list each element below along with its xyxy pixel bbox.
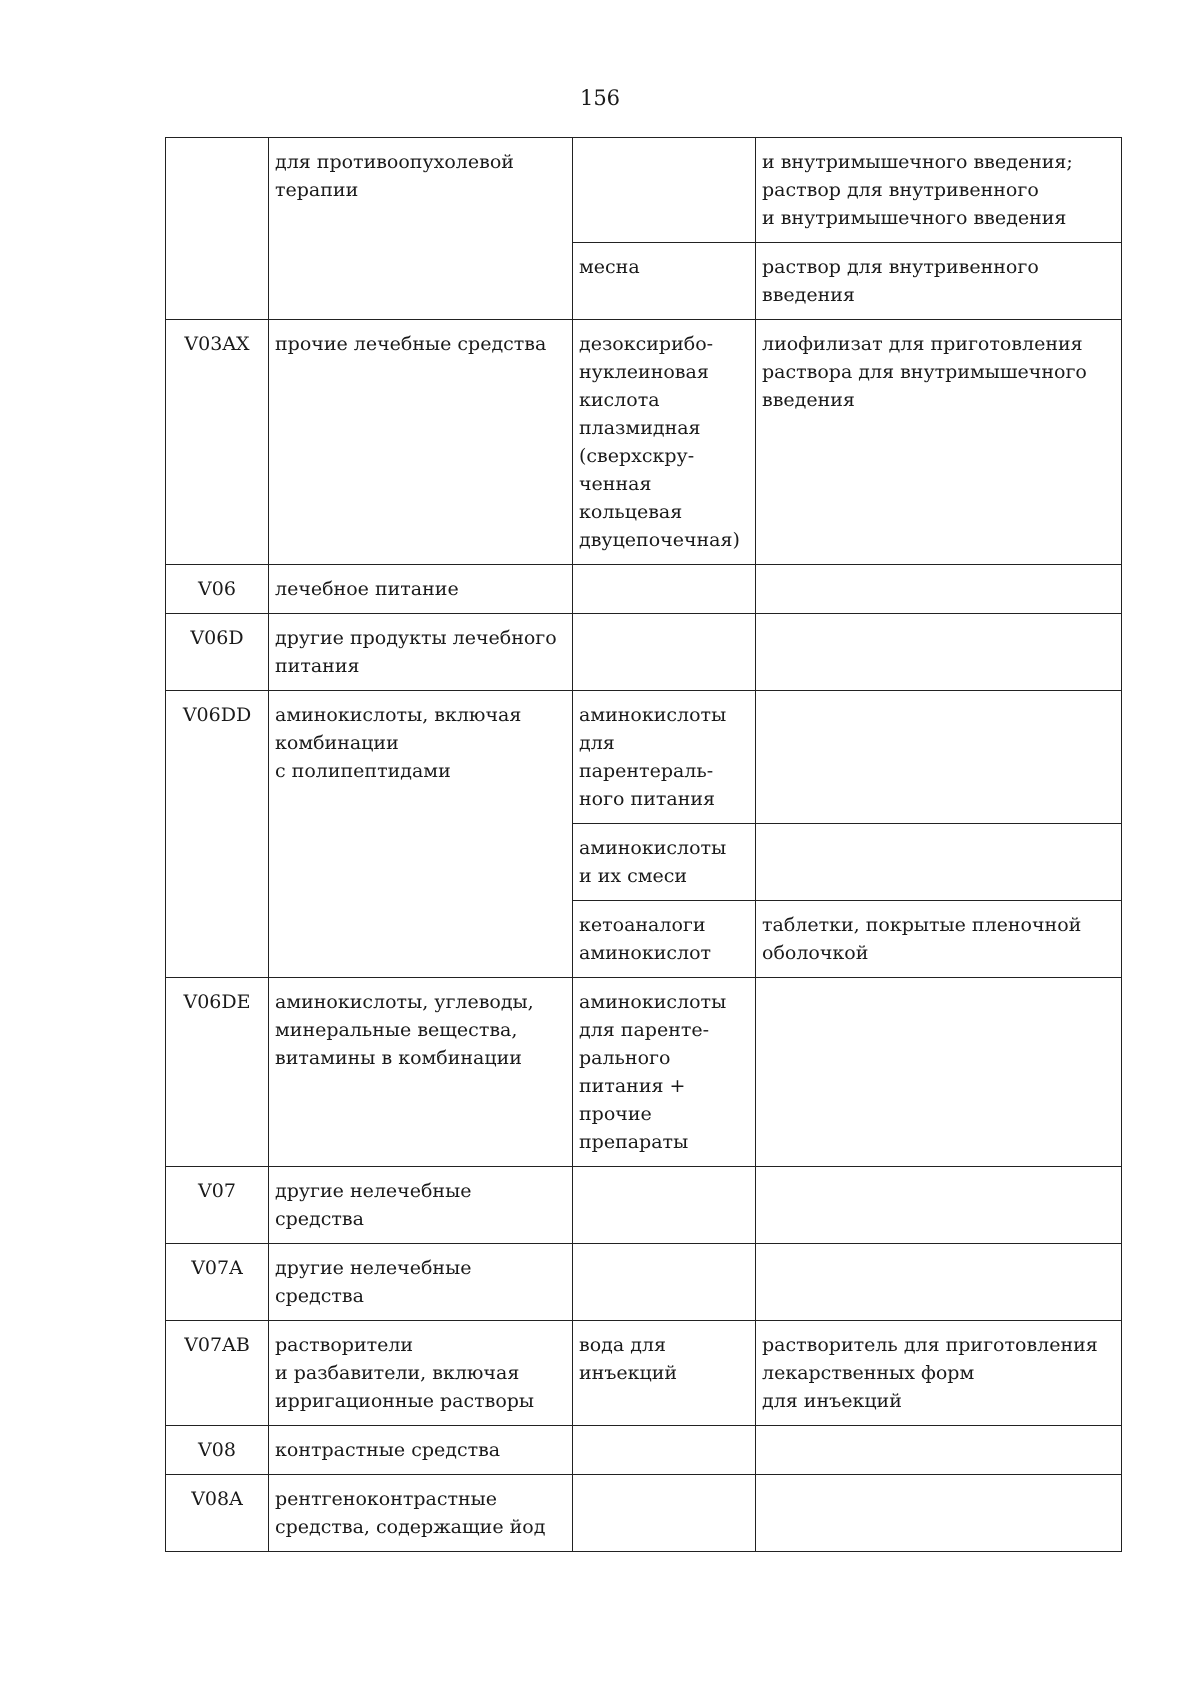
dosage-form-cell — [756, 1244, 1122, 1321]
substance-cell: кетоаналоги аминокислот — [573, 901, 756, 978]
atc-code-cell: V08A — [166, 1475, 269, 1552]
atc-code-cell: V07AB — [166, 1321, 269, 1426]
substance-cell: месна — [573, 243, 756, 320]
table-row — [166, 1426, 1122, 1475]
dosage-form-cell — [756, 565, 1122, 614]
group-name-cell: лечебное питание — [269, 565, 573, 614]
group-name-cell: прочие лечебные средства — [269, 320, 573, 565]
group-name-cell: аминокислоты, углеводы, минеральные вещества, витамины в комбинации — [269, 978, 573, 1167]
dosage-form-cell — [756, 1426, 1122, 1475]
group-name-cell: рентгеноконтрастные средства, содержащие йод — [269, 1475, 573, 1552]
substance-cell — [573, 1167, 756, 1244]
group-name-cell: для противоопухолевой терапии — [269, 138, 573, 320]
group-name-cell: аминокислоты, включая комбинации с полипептидами — [269, 691, 573, 978]
dosage-form-cell: и внутримышечного введения; раствор для внутривенного и внутримышечного введения — [756, 138, 1122, 243]
dosage-form-cell — [756, 691, 1122, 824]
table-row — [166, 614, 1122, 691]
substance-cell — [573, 565, 756, 614]
substance-cell — [573, 1426, 756, 1475]
table-row — [166, 1475, 1122, 1552]
substance-cell — [573, 614, 756, 691]
dosage-form-cell: раствор для внутривенного введения — [756, 243, 1122, 320]
atc-code-cell: V07 — [166, 1167, 269, 1244]
group-name-cell: другие нелечебные средства — [269, 1167, 573, 1244]
substance-cell: вода для инъекций — [573, 1321, 756, 1426]
table-row — [166, 1167, 1122, 1244]
page-number: 156 — [579, 86, 621, 110]
dosage-form-cell — [756, 978, 1122, 1167]
dosage-form-cell: растворитель для приготовления лекарственных форм для инъекций — [756, 1321, 1122, 1426]
atc-code-cell: V06D — [166, 614, 269, 691]
group-name-cell: другие нелечебные средства — [269, 1244, 573, 1321]
table-row — [166, 691, 1122, 824]
substance-cell — [573, 1244, 756, 1321]
table-row — [166, 978, 1122, 1167]
drug-table — [165, 137, 1122, 1552]
dosage-form-cell — [756, 614, 1122, 691]
substance-cell — [573, 1475, 756, 1552]
substance-cell: аминокислоты для паренте- рального питания + прочие препараты — [573, 978, 756, 1167]
table-row — [166, 565, 1122, 614]
table-row — [166, 1244, 1122, 1321]
dosage-form-cell: лиофилизат для приготовления раствора для внутримышечного введения — [756, 320, 1122, 565]
dosage-form-cell — [756, 1167, 1122, 1244]
atc-code-cell — [166, 138, 269, 320]
dosage-form-cell: таблетки, покрытые пленочной оболочкой — [756, 901, 1122, 978]
table-row — [166, 1321, 1122, 1426]
atc-code-cell: V08 — [166, 1426, 269, 1475]
table-row — [166, 320, 1122, 565]
dosage-form-cell — [756, 824, 1122, 901]
group-name-cell: другие продукты лечебного питания — [269, 614, 573, 691]
group-name-cell: контрастные средства — [269, 1426, 573, 1475]
substance-cell — [573, 138, 756, 243]
group-name-cell: растворители и разбавители, включая ирригационные растворы — [269, 1321, 573, 1426]
substance-cell: дезоксирибо- нуклеиновая кислота плазмидная (сверхскру- ченная кольцевая двуцепочечная) — [573, 320, 756, 565]
table-row — [166, 138, 1122, 243]
substance-cell: аминокислоты и их смеси — [573, 824, 756, 901]
atc-code-cell: V07A — [166, 1244, 269, 1321]
atc-code-cell: V06DE — [166, 978, 269, 1167]
atc-code-cell: V03AX — [166, 320, 269, 565]
atc-code-cell: V06 — [166, 565, 269, 614]
substance-cell: аминокислоты для парентераль- ного питания — [573, 691, 756, 824]
dosage-form-cell — [756, 1475, 1122, 1552]
atc-code-cell: V06DD — [166, 691, 269, 978]
